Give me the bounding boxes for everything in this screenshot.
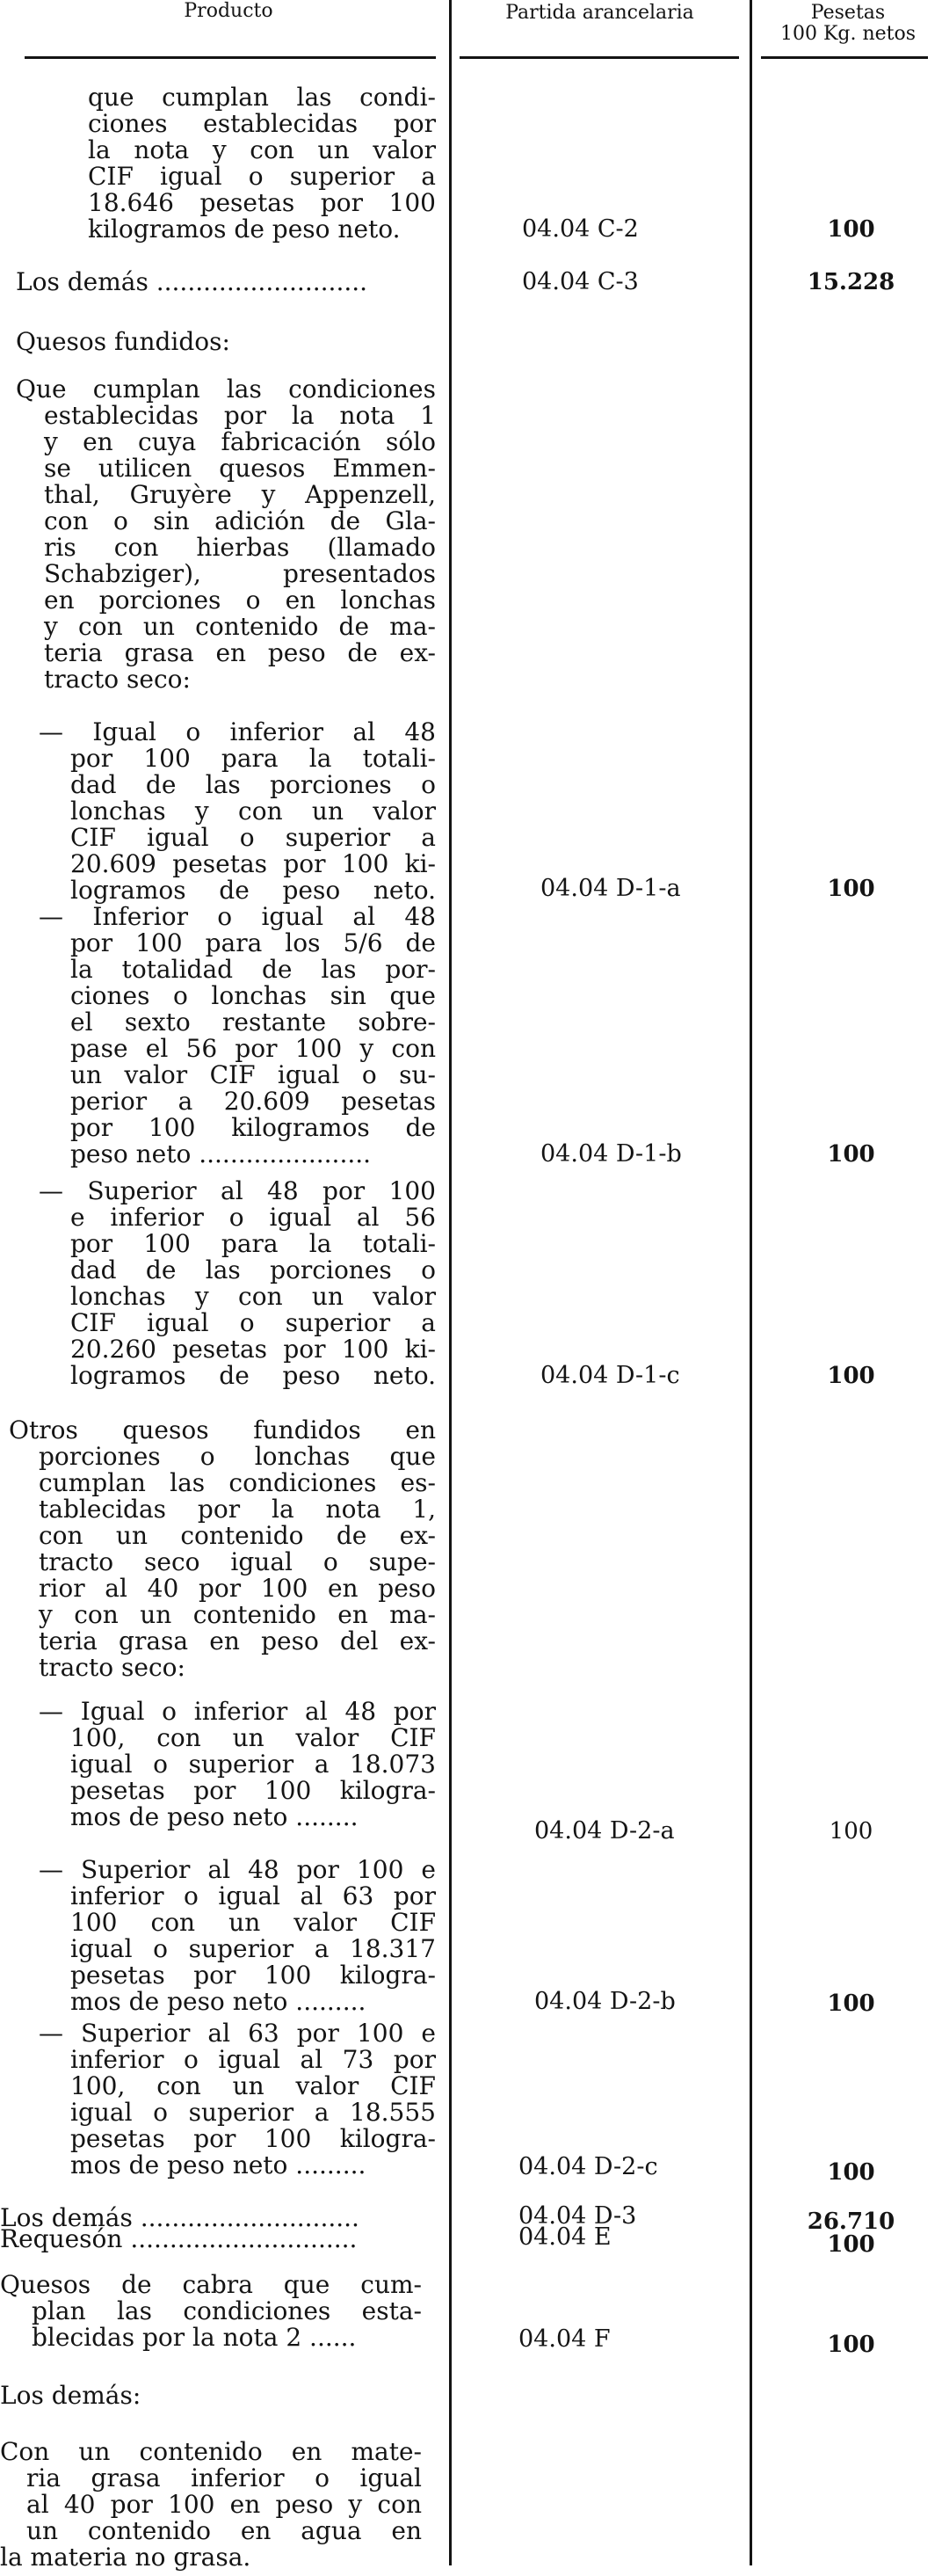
entry-d1b-text: por 100 para los 5/6 de la totalidad de las por- ciones o lonchas sin que el sexto restante sobre- pase el 56 por 100 y con un valor CIF igual o su- perior a 20.609 pesetas por 100 kilogramos de peso neto ...................... xyxy=(70,928,436,1168)
entry-last-text: ria grasa inferior o igual al 40 por 100 en peso y con un contenido en agua en xyxy=(26,2463,422,2545)
entry-d2a-first: — Igual o inferior al 48 por xyxy=(39,1697,436,1726)
header-partida: Partida arancelaria xyxy=(505,2,694,24)
entry-d2b-text: inferior o igual al 63 por 100 con un valor CIF igual o superior a 18.317 pesetas por 100 kilogra- mos de peso neto ......... xyxy=(70,1881,436,2016)
entry-e-code: 04.04 E xyxy=(518,2223,612,2251)
entry-e-text: Requesón ............................. xyxy=(0,2224,358,2253)
entry-e-value: 100 xyxy=(827,2231,875,2258)
entry-d3-text: Los demás ............................ xyxy=(0,2203,359,2232)
entry-f-text: plan las condiciones esta- blecidas por la nota 2 ...... xyxy=(32,2296,422,2352)
entry-d2c-first: — Superior al 63 por 100 e xyxy=(39,2019,436,2048)
header-rule-producto xyxy=(25,56,436,59)
header-rule-pesetas xyxy=(761,56,928,59)
entry-last-first: Con un contenido en mate- xyxy=(0,2437,422,2466)
entry-c2-text: que cumplan las condi- ciones establecidas por la nota y con un valor CIF igual o superior a 18.646 pesetas por 100 kilogramos de peso neto. xyxy=(88,83,436,244)
entry-d2b-code: 04.04 D-2-b xyxy=(534,1988,676,2015)
entry-c3-code: 04.04 C-3 xyxy=(522,268,639,295)
entry-d1b-code: 04.04 D-1-b xyxy=(540,1140,682,1168)
entry-d1c-first: — Superior al 48 por 100 xyxy=(39,1176,436,1205)
header-producto: Producto xyxy=(184,0,273,22)
entry-d1-intro: establecidas por la nota 1 y en cuya fabricación sólo se utilicen quesos Emmen- thal, Gruyère y Appenzell, con o sin adición de Gla- ris con hierbas (llamado Schabziger), presentados en porciones o en lonchas y con un contenido de ma- teria grasa en peso de ex- tracto seco: xyxy=(44,401,436,694)
entry-f-code: 04.04 F xyxy=(518,2325,611,2353)
entry-d1-intro-first: Que cumplan las condiciones xyxy=(16,375,436,404)
entry-c3-text: Los demás ........................... xyxy=(16,267,368,296)
entry-d2a-code: 04.04 D-2-a xyxy=(534,1817,675,1845)
header-pesetas: Pesetas xyxy=(810,2,886,24)
header-rule-partida xyxy=(460,56,739,59)
entry-d1b-value: 100 xyxy=(827,1141,875,1168)
entry-d1a-value: 100 xyxy=(827,876,875,902)
entry-c2-code: 04.04 C-2 xyxy=(522,215,639,243)
entry-d3-code: 04.04 D-3 xyxy=(518,2202,637,2230)
entry-d3-value: 26.710 xyxy=(807,2209,895,2235)
entry-d2a-value: 100 xyxy=(829,1818,873,1845)
entry-d1b-first: — Inferior o igual al 48 xyxy=(39,902,436,931)
entry-d2-intro-first: Otros quesos fundidos en xyxy=(9,1415,436,1444)
entry-d2a-text: 100, con un valor CIF igual o superior a 18.073 pesetas por 100 kilogra- mos de peso neto ........ xyxy=(70,1723,436,1831)
entry-f-first: Quesos de cabra que cum- xyxy=(0,2270,422,2299)
entry-c3-value: 15.228 xyxy=(807,269,895,295)
entry-d2-intro: porciones o lonchas que cumplan las condiciones es- tablecidas por la nota 1, con un contenido de ex- tracto seco igual o supe- rior al 40 por 100 en peso y con un contenido en ma- teria grasa en peso del ex- tracto seco: xyxy=(39,1442,436,1682)
section-quesos-fundidos: Quesos fundidos: xyxy=(16,327,230,356)
entry-d1c-value: 100 xyxy=(827,1363,875,1389)
entry-d1a-code: 04.04 D-1-a xyxy=(540,875,681,902)
entry-d1c-code: 04.04 D-1-c xyxy=(540,1362,680,1389)
entry-last-final: la materia no grasa. xyxy=(0,2543,251,2572)
column-divider-right xyxy=(750,0,752,2565)
header-pesetas-unit: 100 Kg. netos xyxy=(779,23,917,45)
entry-d2c-value: 100 xyxy=(827,2159,875,2186)
column-divider-left xyxy=(449,0,452,2565)
entry-d2b-first: — Superior al 48 por 100 e xyxy=(39,1855,436,1884)
section-los-demas: Los demás: xyxy=(0,2381,141,2410)
entry-d1a-first: — Igual o inferior al 48 xyxy=(39,717,436,746)
entry-d2b-value: 100 xyxy=(827,1990,875,2017)
entry-f-value: 100 xyxy=(827,2332,875,2358)
entry-d2c-code: 04.04 D-2-c xyxy=(518,2153,658,2180)
entry-d1c-text: e inferior o igual al 56 por 100 para la totali- dad de las porciones o lonchas y con un valor CIF igual o superior a 20.260 pesetas por 100 ki- logramos de peso neto. xyxy=(70,1203,436,1390)
entry-d1a-text: por 100 para la totali- dad de las porciones o lonchas y con un valor CIF igual o superior a 20.609 pesetas por 100 ki- logramos de peso neto. xyxy=(70,744,436,905)
entry-d2c-text: inferior o igual al 73 por 100, con un valor CIF igual o superior a 18.555 pesetas por 100 kilogra- mos de peso neto ......... xyxy=(70,2045,436,2179)
entry-c2-value: 100 xyxy=(827,216,875,243)
